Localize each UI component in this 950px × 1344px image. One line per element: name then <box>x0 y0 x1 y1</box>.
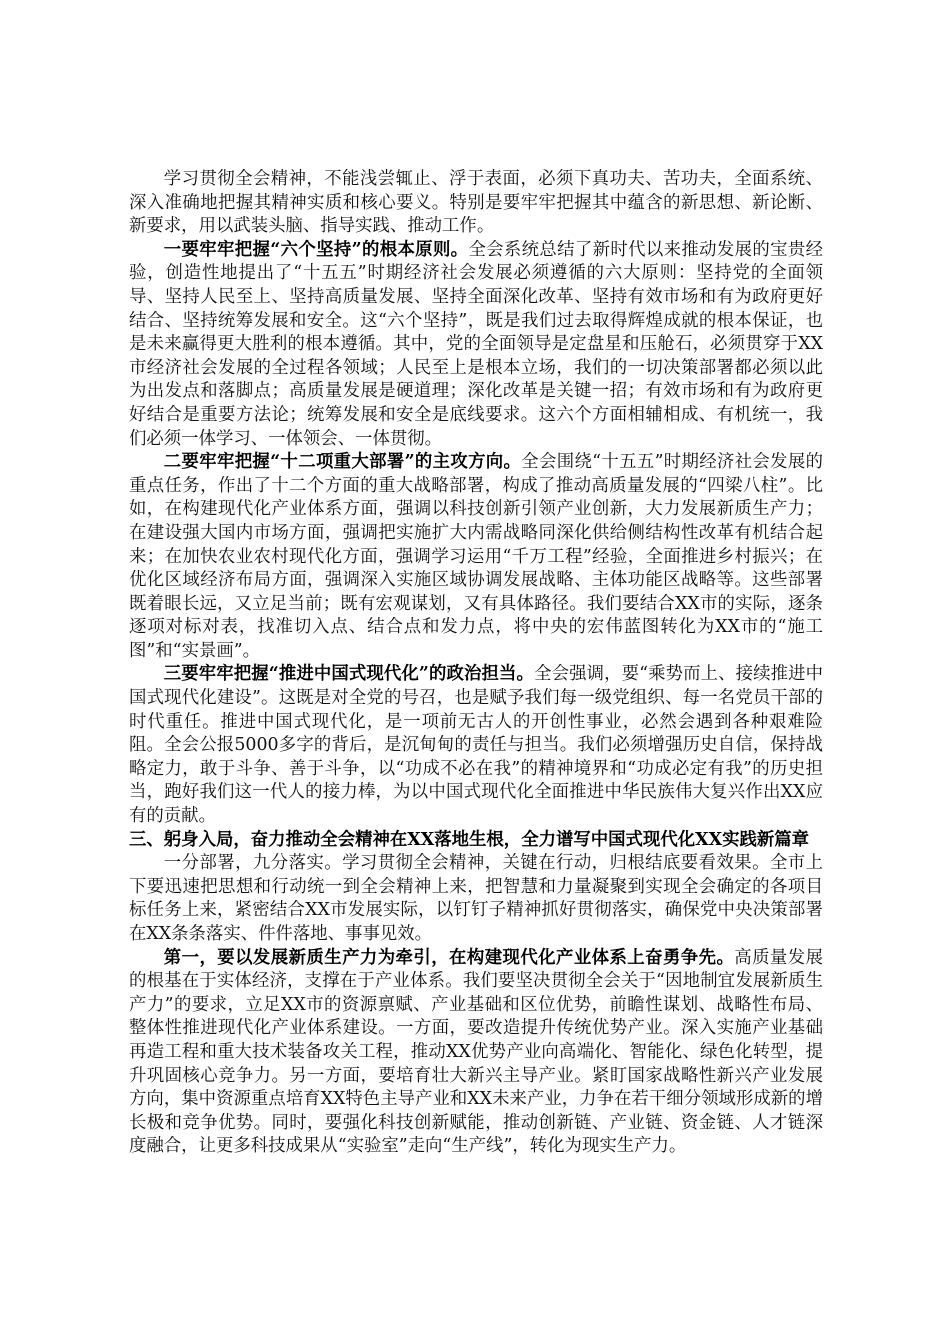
paragraph-lead: 第一，要以发展新质生产力为牵引，在构建现代化产业体系上奋勇争先。 <box>163 947 735 968</box>
paragraph-text: 全会围绕“十五五”时期经济社会发展的重点任务，作出了十二个方面的重大战略部署，构成了推动高质量发展的“四梁八柱”。比如，在构建现代化产业体系方面，强调以科技创新引领产业创新，大力发展新质生产力；在建设强大国内市场方面，强调把实施扩大内需战略同深化供给侧结构性改革有机结合起来；在加快农业农村现代化方面，强调学习运用“千万工程”经验，全面推进乡村振兴；在优化区域经济布局方面，强调深入实施区域协调发展战略、主体功能区战略等。这些部署既着眼长远，又立足当前；既有宏观谋划，又有具体路径。我们要结合XX市的实际，逐条逐项对标对表，找准切入点、结合点和发力点，将中央的宏伟蓝图转化为XX市的“施工图”和“实景画”。 <box>129 452 823 661</box>
document-body <box>129 168 823 1159</box>
paragraph-twelve-deployments <box>129 451 823 663</box>
paragraph-six-principles <box>129 239 823 451</box>
paragraph-modernization <box>129 663 823 828</box>
paragraph-lead: 三要牢牢把握“推进中国式现代化”的政治担当。 <box>163 664 535 685</box>
paragraph-implementation <box>129 852 823 946</box>
section-heading: 三、躬身入局，奋力推动全会精神在XX落地生根，全力谱写中国式现代化XX实践新篇章 <box>129 829 810 850</box>
paragraph-intro <box>129 168 823 239</box>
paragraph-text: 全会系统总结了新时代以来推动发展的宝贵经验，创造性地提出了“十五五”时期经济社会发展必须遵循的六大原则：坚持党的全面领导、坚持人民至上、坚持高质量发展、坚持全面深化改革、坚持有效市场和有为政府更好结合、坚持统筹发展和安全。这“六个坚持”，既是我们过去取得辉煌成就的根本保证，也是未来赢得更大胜利的根本遵循。其中，党的全面领导是定盘星和压舱石，必须贯穿于XX市经济社会发展的全过程各领域；人民至上是根本立场，我们的一切决策部署都必须以此为出发点和落脚点；高质量发展是硬道理；深化改革是关键一招；有效市场和有为政府更好结合是重要方法论；统筹发展和安全是底线要求。这六个方面相辅相成、有机统一，我们必须一体学习、一体领会、一体贯彻。 <box>129 239 823 449</box>
paragraph-text: 高质量发展的根基在于实体经济，支撑在于产业体系。我们要坚决贯彻全会关于“因地制宜发展新质生产力”的要求，立足XX市的资源禀赋、产业基础和区位优势，前瞻性谋划、战略性布局、整体性推进现代化产业体系建设。一方面，要改造提升传统优势产业。深入实施产业基础再造工程和重大技术装备攻关工程，推动XX优势产业向高端化、智能化、绿色化转型，提升巩固核心竞争力。另一方面，要培育壮大新兴主导产业。紧盯国家战略性新兴产业发展方向，集中资源重点培育XX特色主导产业和XX未来产业，力争在若干细分领域形成新的增长极和竞争优势。同时，要强化科技创新赋能，推动创新链、产业链、资金链、人才链深度融合，让更多科技成果从“实验室”走向“生产线”，转化为现实生产力。 <box>129 947 823 1157</box>
paragraph-text: 一分部署，九分落实。学习贯彻全会精神，关键在行动，归根结底要看效果。全市上下要迅速把思想和行动统一到全会精神上来，把智慧和力量凝聚到实现全会确定的各项目标任务上来，紧密结合XX市发展实际，以钉钉子精神抓好贯彻落实，确保党中央决策部署在XX条条落实、件件落地、事事见效。 <box>129 853 823 944</box>
paragraph-first-point <box>129 947 823 1159</box>
paragraph-lead: 一要牢牢把握“六个坚持”的根本原则。 <box>163 239 469 260</box>
paragraph-lead: 二要牢牢把握“十二项重大部署”的主攻方向。 <box>163 452 522 473</box>
paragraph-text: 学习贯彻全会精神，不能浅尝辄止、浮于表面，必须下真功夫、苦功夫，全面系统、深入准确地把握其精神实质和核心要义。特别是要牢牢把握其中蕴含的新思想、新论断、新要求，用以武装头脑、指导实践、推动工作。 <box>129 169 823 237</box>
paragraph-text: 全会强调，要“乘势而上、接续推进中国式现代化建设”。这既是对全党的号召，也是赋予我们每一级党组织、每一名党员干部的时代重任。推进中国式现代化，是一项前无古人的开创性事业，必然会遇到各种艰难险阻。全会公报5000多字的背后，是沉甸甸的责任与担当。我们必须增强历史自信，保持战略定力，敢于斗争、善于斗争，以“功成不必在我”的精神境界和“功成必定有我”的历史担当，跑好我们这一代人的接力棒，为以中国式现代化全面推进中华民族伟大复兴作出XX应有的贡献。 <box>129 664 823 827</box>
